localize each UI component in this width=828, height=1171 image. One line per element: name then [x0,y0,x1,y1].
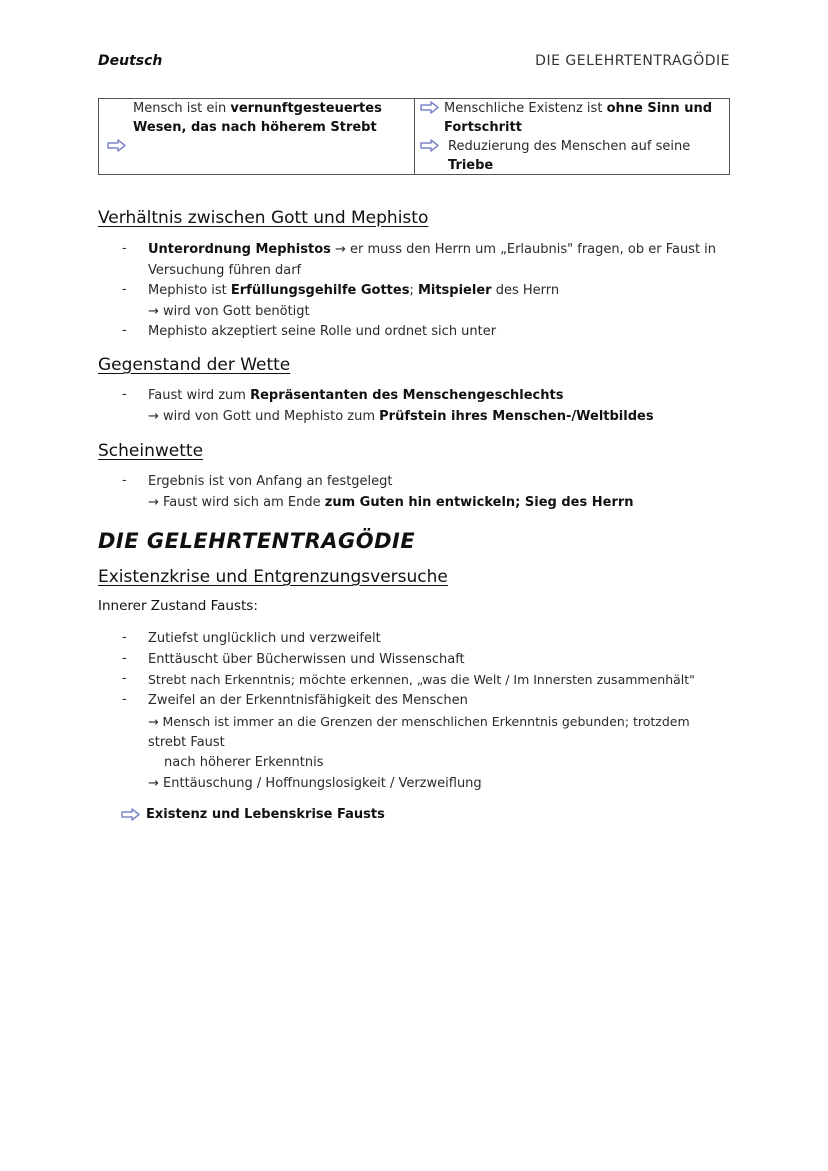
section-title: Verhältnis zwischen Gott und Mephisto [98,208,429,228]
left-line2-bold: Wesen, das nach höherem Strebt [133,120,377,135]
section-title: Scheinwette [98,441,204,461]
bullet-dash: - [122,282,127,297]
bullet-dash: - [122,473,127,488]
arrow-right-icon [107,139,126,152]
header-subject: Deutsch [98,53,163,69]
arrow-right-icon [420,139,439,152]
item-text: → er muss den Herrn um „Erlaubnis" fragen, ob er Faust in [330,242,717,257]
arrow-right-icon [420,101,439,114]
bullet-dash: - [122,651,127,666]
main-title: DIE GELEHRTENTRAGÖDIE [98,529,416,553]
item-text: → Faust wird sich am Ende [148,495,325,510]
list-item [148,240,716,260]
item-bold: Unterordnung Mephistos [148,242,331,257]
list-item [148,386,563,406]
comparison-right-cell [415,99,729,174]
comparison-left-cell [99,99,415,174]
item-bold: Repräsentanten des Menschengeschlechts [250,388,564,403]
list-item [148,281,559,301]
comparison-left-text [133,99,382,137]
arrow-right-icon [121,808,140,821]
list-item-continuation [148,493,634,513]
list-item: Strebt nach Erkenntnis; möchte erkennen, „was die Welt / Im Innersten zusammenhält" [148,672,695,687]
bullet-dash: - [122,241,127,256]
list-item-continuation: strebt Faust [148,735,225,750]
list-item-continuation: nach höherer Erkenntnis [164,755,324,770]
right-item2-bold: Triebe [448,158,494,173]
item-bold: Prüfstein ihres Menschen-/Weltbildes [379,409,654,424]
header-topic: DIE GELEHRTENTRAGÖDIE [535,53,730,69]
item-text: → wird von Gott und Mephisto zum [148,409,380,424]
section-title: Gegenstand der Wette [98,355,291,375]
left-line1-bold: vernunftgesteuertes [230,101,382,116]
list-item: Mephisto akzeptiert seine Rolle und ordnet sich unter [148,324,497,339]
list-item-continuation: → Mensch ist immer an die Grenzen der menschlichen Erkenntnis gebunden; trotzdem [148,714,690,729]
right-item1 [444,99,712,137]
item-text: ; [409,283,418,298]
bullet-dash: - [122,692,127,707]
right-item1-text: Menschliche Existenz ist [444,101,607,116]
section-title: Existenzkrise und Entgrenzungsversuche [98,567,448,587]
left-line1-text: Mensch ist ein [133,101,231,116]
item-bold: Mitspieler [417,283,492,298]
list-item: Ergebnis ist von Anfang an festgelegt [148,474,393,489]
subheading: Innerer Zustand Fausts: [98,598,258,614]
right-item2 [448,137,690,175]
item-text: des Herrn [491,283,560,298]
comparison-table [98,98,730,175]
list-item: Enttäuscht über Bücherwissen und Wissenschaft [148,652,465,667]
list-item: Zutiefst unglücklich und verzweifelt [148,631,381,646]
right-item1-bold: ohne Sinn und [606,101,713,116]
right-item2-text: Reduzierung des Menschen auf seine [448,139,691,154]
bullet-dash: - [122,387,127,402]
list-item-continuation: Versuchung führen darf [148,263,302,278]
item-text: Mephisto ist [148,283,231,298]
list-item-continuation: → Enttäuschung / Hoffnungslosigkeit / Verzweiflung [148,776,482,791]
bullet-dash: - [122,630,127,645]
conclusion-text: Existenz und Lebenskrise Fausts [146,807,385,822]
bullet-dash: - [122,323,127,338]
list-item-continuation: → wird von Gott benötigt [148,304,310,319]
item-bold: Erfüllungsgehilfe Gottes [230,283,410,298]
right-item1-bold2: Fortschritt [444,120,522,135]
item-text: Faust wird zum [148,388,251,403]
item-bold: zum Guten hin entwickeln; Sieg des Herrn [324,495,634,510]
list-item: Zweifel an der Erkenntnisfähigkeit des Menschen [148,693,468,708]
bullet-dash: - [122,671,127,686]
list-item-continuation [148,407,654,427]
